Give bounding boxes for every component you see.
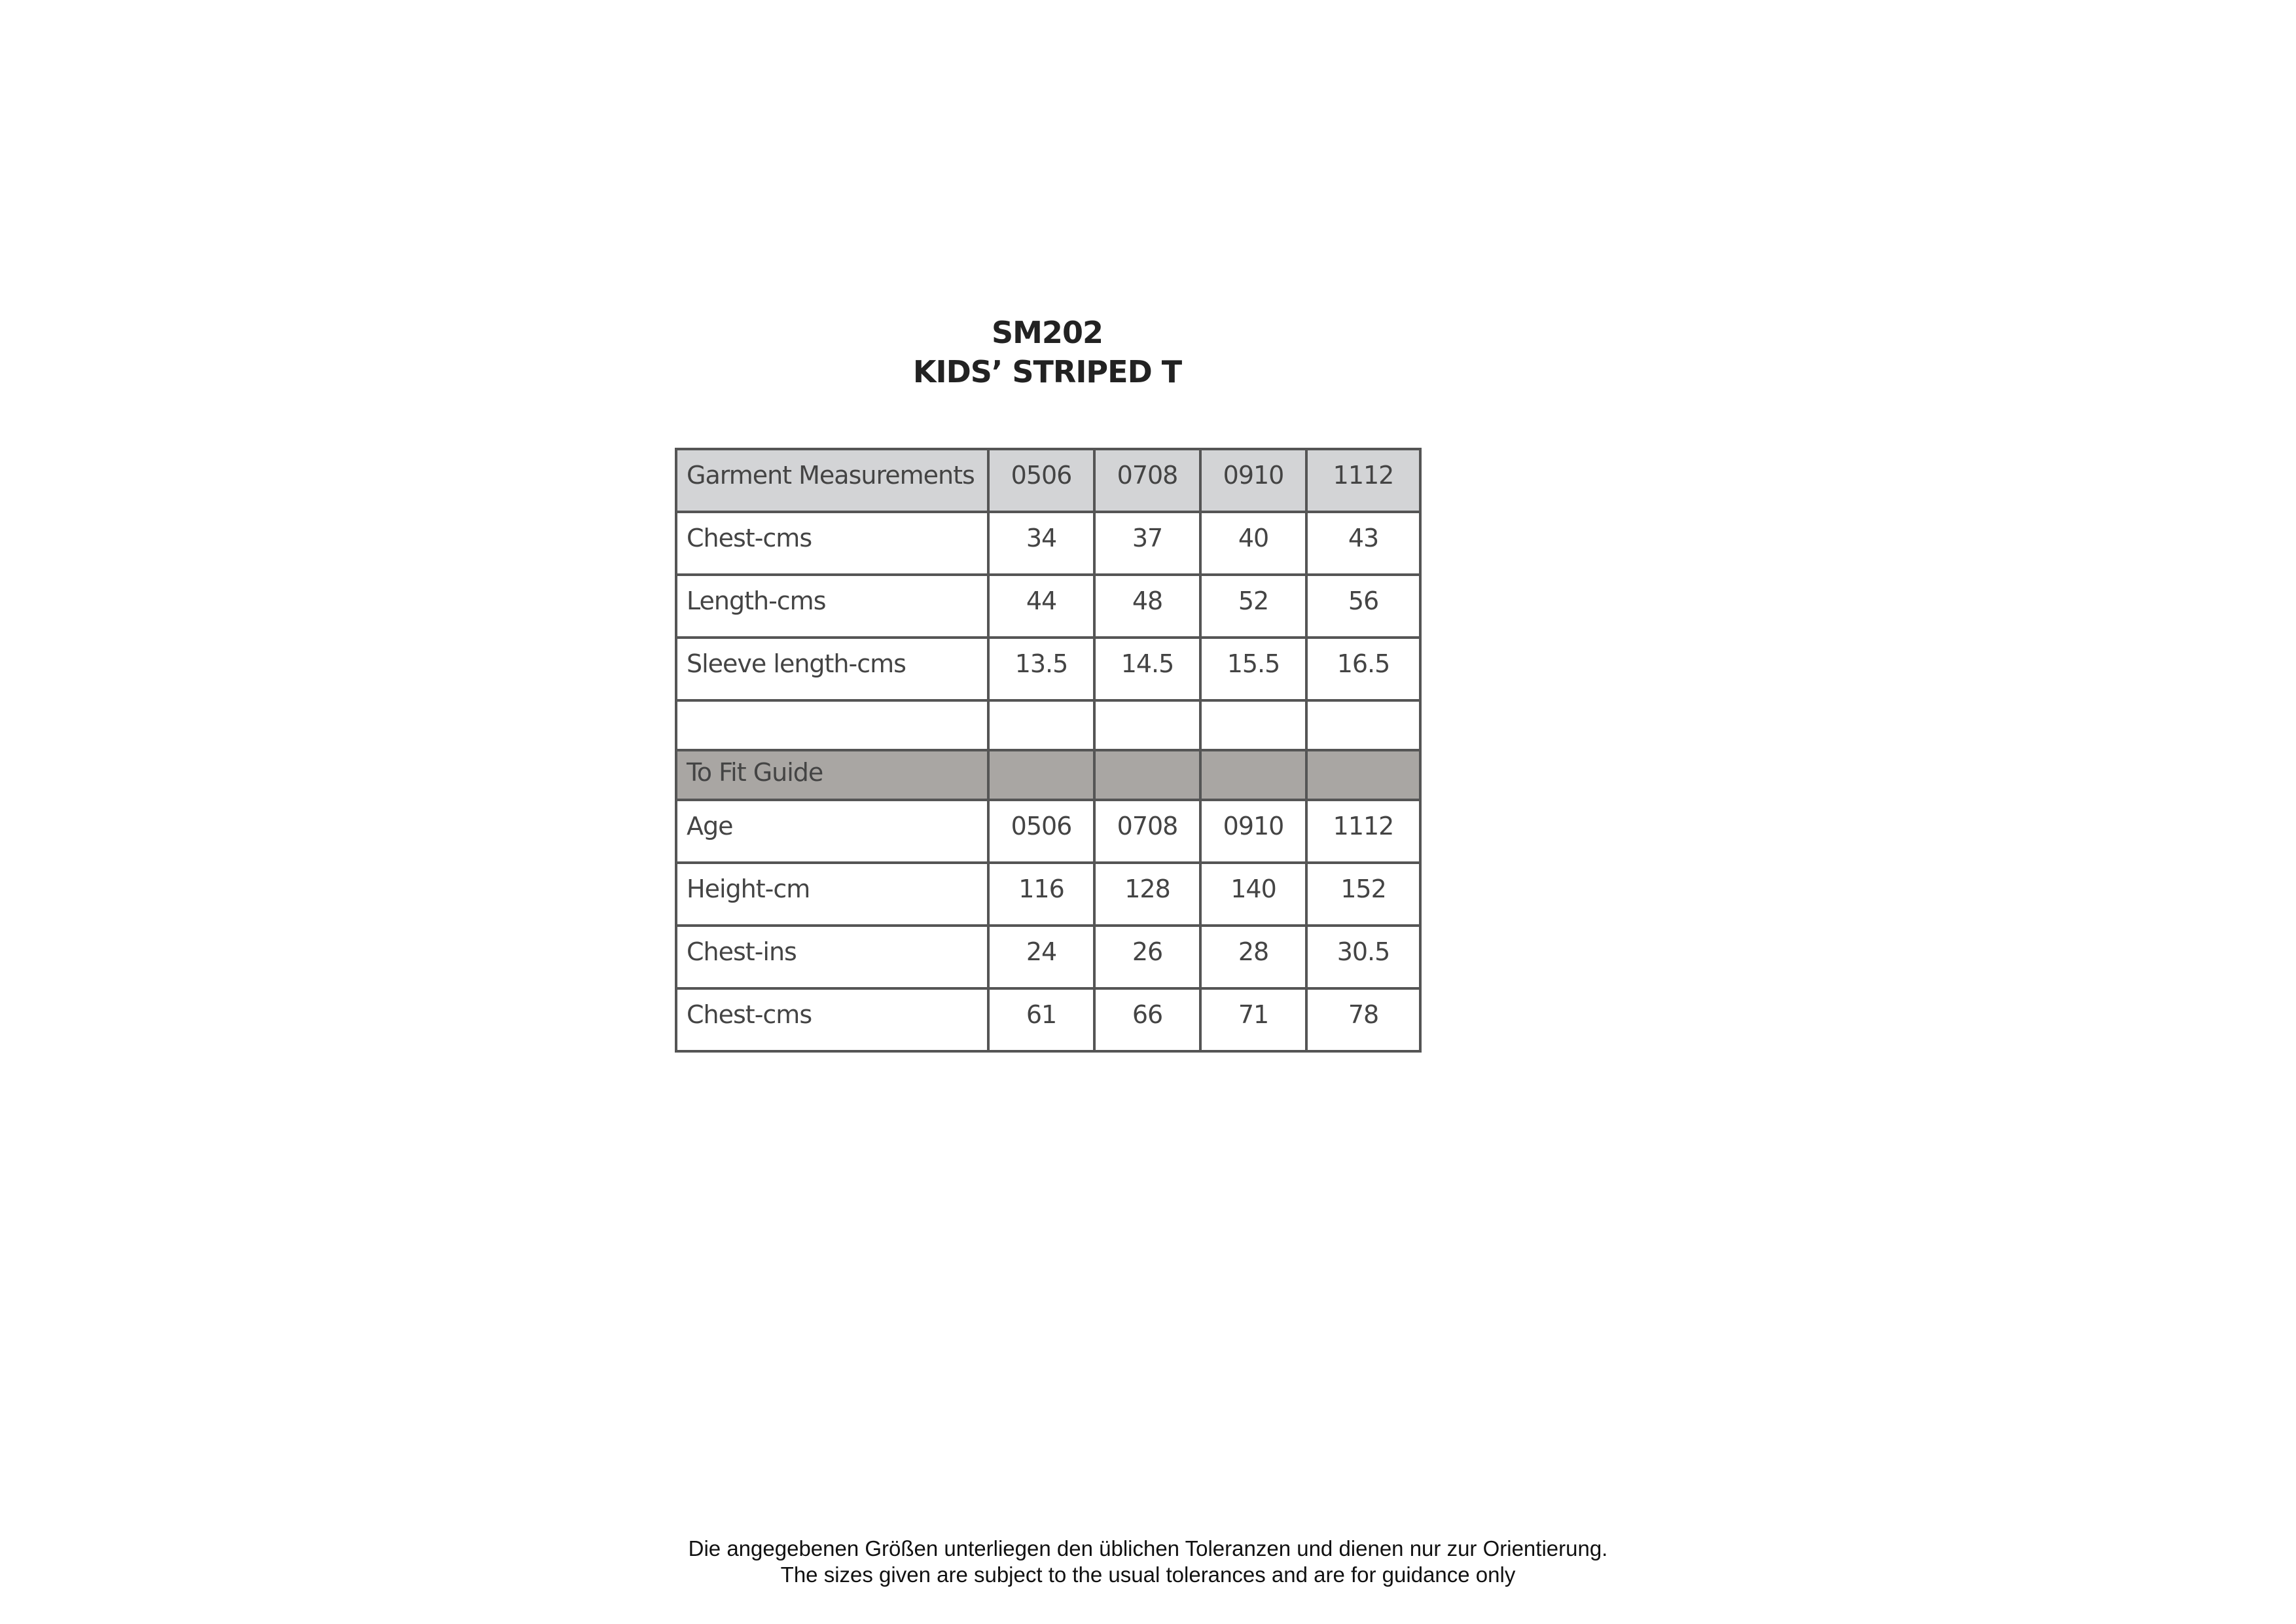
row-label-cell	[676, 988, 988, 1051]
value-cell	[988, 512, 1094, 575]
value: 152	[1340, 875, 1386, 903]
value: 0910	[1223, 812, 1284, 840]
value: 15.5	[1227, 649, 1280, 678]
table-row	[676, 638, 1420, 700]
value: 71	[1238, 1000, 1269, 1029]
row-label: Age	[687, 812, 733, 840]
value-cell	[1200, 638, 1306, 700]
value-cell	[1306, 926, 1420, 988]
header-size-cell	[1094, 449, 1200, 512]
value: 28	[1238, 937, 1269, 966]
header-label-cell	[676, 449, 988, 512]
value-cell	[1200, 800, 1306, 863]
fit-guide-header-row	[676, 750, 1420, 800]
empty-cell	[988, 750, 1094, 800]
value-cell	[1200, 512, 1306, 575]
row-label-cell	[676, 512, 988, 575]
value-cell	[988, 988, 1094, 1051]
empty-cell	[1200, 700, 1306, 750]
value: 66	[1132, 1000, 1163, 1029]
value: 0708	[1117, 812, 1178, 840]
row-label: Length-cms	[687, 586, 826, 615]
fit-guide-label-cell	[676, 750, 988, 800]
empty-cell	[1306, 750, 1420, 800]
value: 116	[1018, 875, 1064, 903]
row-label: Height-cm	[687, 875, 810, 903]
row-label: Chest-cms	[687, 1000, 812, 1029]
value: 48	[1132, 586, 1163, 615]
product-code: SM202	[992, 315, 1103, 350]
row-label: Chest-cms	[687, 524, 812, 552]
value: 24	[1026, 937, 1057, 966]
disclaimer-german: Die angegebenen Größen unterliegen den üblichen Toleranzen und dienen nur zur Orientierung.	[688, 1536, 1608, 1561]
value: 40	[1238, 524, 1269, 552]
row-label-cell	[676, 863, 988, 926]
table-row	[676, 926, 1420, 988]
value: 0506	[1011, 812, 1072, 840]
value: 43	[1348, 524, 1379, 552]
empty-cell	[1306, 700, 1420, 750]
value-cell	[1094, 988, 1200, 1051]
value: 128	[1124, 875, 1170, 903]
value-cell	[988, 575, 1094, 638]
value: 13.5	[1014, 649, 1068, 678]
value-cell	[1094, 800, 1200, 863]
value-cell	[1200, 926, 1306, 988]
value: 61	[1026, 1000, 1057, 1029]
empty-cell	[988, 700, 1094, 750]
value-cell	[1200, 988, 1306, 1051]
value-cell	[1306, 638, 1420, 700]
value: 56	[1348, 586, 1379, 615]
header-size: 0708	[1117, 461, 1178, 490]
value: 14.5	[1121, 649, 1174, 678]
value: 140	[1230, 875, 1276, 903]
row-label: Sleeve length-cms	[687, 649, 906, 678]
table-row	[676, 800, 1420, 863]
value-cell	[1306, 863, 1420, 926]
table-row	[676, 988, 1420, 1051]
header-size: 0506	[1011, 461, 1072, 490]
header-size-cell	[1306, 449, 1420, 512]
row-label-cell	[676, 638, 988, 700]
header-size-cell	[1200, 449, 1306, 512]
table-header-row	[676, 449, 1420, 512]
value: 1112	[1333, 812, 1394, 840]
value: 30.5	[1336, 937, 1390, 966]
row-label-cell	[676, 575, 988, 638]
empty-cell	[1094, 700, 1200, 750]
value-cell	[1094, 926, 1200, 988]
table-row	[676, 575, 1420, 638]
value-cell	[1094, 638, 1200, 700]
disclaimer-english: The sizes given are subject to the usual tolerances and are for guidance only	[780, 1562, 1516, 1587]
empty-cell	[1094, 750, 1200, 800]
empty-cell	[676, 700, 988, 750]
value-cell	[1306, 800, 1420, 863]
value-cell	[1306, 575, 1420, 638]
value: 16.5	[1336, 649, 1390, 678]
value-cell	[1200, 863, 1306, 926]
table-row	[676, 863, 1420, 926]
value: 34	[1026, 524, 1057, 552]
value-cell	[1306, 512, 1420, 575]
value-cell	[988, 926, 1094, 988]
value: 37	[1132, 524, 1163, 552]
row-label-cell	[676, 926, 988, 988]
value-cell	[988, 638, 1094, 700]
header-size: 0910	[1223, 461, 1284, 490]
header-label: Garment Measurements	[687, 461, 975, 490]
product-name: KIDS’ STRIPED T	[912, 354, 1182, 389]
header-size: 1112	[1333, 461, 1394, 490]
value-cell	[1094, 512, 1200, 575]
header-size-cell	[988, 449, 1094, 512]
empty-row	[676, 700, 1420, 750]
value-cell	[988, 800, 1094, 863]
value-cell	[1200, 575, 1306, 638]
value-cell	[1094, 575, 1200, 638]
value: 52	[1238, 586, 1269, 615]
value-cell	[1094, 863, 1200, 926]
value: 44	[1026, 586, 1057, 615]
value: 26	[1132, 937, 1163, 966]
fit-guide-label: To Fit Guide	[687, 758, 823, 787]
value: 78	[1348, 1000, 1379, 1029]
table-row	[676, 512, 1420, 575]
size-chart-table	[675, 448, 1422, 1053]
empty-cell	[1200, 750, 1306, 800]
product-title	[655, 313, 1440, 391]
row-label: Chest-ins	[687, 937, 797, 966]
row-label-cell	[676, 800, 988, 863]
disclaimer	[524, 1536, 1772, 1588]
value-cell	[1306, 988, 1420, 1051]
value-cell	[988, 863, 1094, 926]
